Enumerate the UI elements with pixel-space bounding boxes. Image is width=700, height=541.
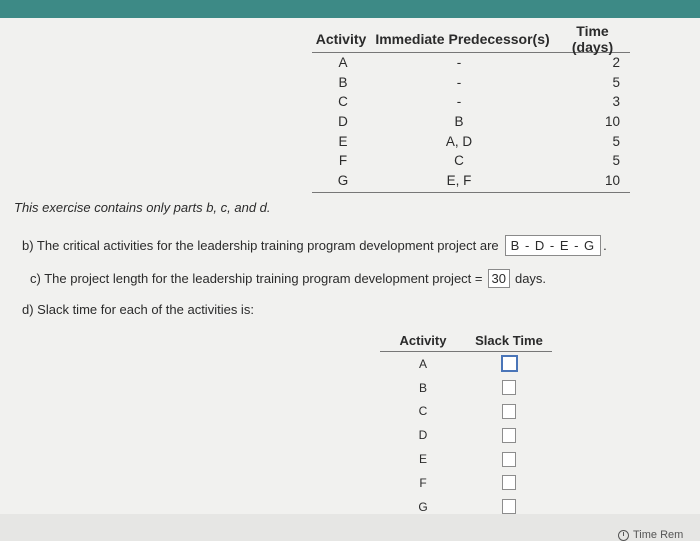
time-cell: 10 — [604, 172, 620, 188]
time-cell: 5 — [612, 133, 620, 149]
slack-input-f[interactable] — [502, 475, 516, 490]
table-row — [312, 73, 630, 93]
activity-cell: B — [338, 74, 348, 90]
intro-text: This exercise contains only parts b, c, and d. — [14, 200, 271, 215]
header-predecessors: Immediate Predecessor(s) — [375, 31, 550, 47]
slack-activity-label: E — [418, 452, 427, 467]
predecessor-cell: - — [456, 94, 462, 110]
activity-cell: F — [338, 153, 348, 169]
slack-row — [380, 423, 552, 447]
slack-input-e[interactable] — [502, 452, 516, 467]
table-row — [312, 53, 630, 73]
time-remaining[interactable] — [618, 529, 683, 541]
time-cell: 10 — [604, 114, 620, 130]
slack-row — [380, 376, 552, 400]
part-d-text: d) Slack time for each of the activities is: — [22, 302, 254, 317]
slack-activity-label: F — [419, 475, 427, 490]
part-b — [22, 235, 607, 256]
header-activity: Activity — [399, 332, 447, 348]
time-cell: 2 — [612, 55, 620, 71]
slack-input-a[interactable] — [501, 355, 518, 372]
part-b-trailing: . — [603, 238, 607, 253]
time-remaining-label: Time Rem — [633, 529, 684, 541]
part-c-text: c) The project length for the leadership training program development project = — [30, 271, 483, 286]
part-c-unit: days. — [514, 271, 547, 286]
slack-row — [380, 400, 552, 424]
activity-cell: G — [337, 172, 349, 188]
table-row — [312, 112, 630, 132]
header-slack-time: Slack Time — [475, 332, 543, 348]
slack-row — [380, 495, 552, 519]
slack-input-d[interactable] — [502, 428, 516, 443]
bottom-strip — [0, 514, 700, 541]
slack-input-g[interactable] — [502, 499, 516, 514]
table-row — [312, 171, 630, 191]
table-rule — [312, 192, 630, 193]
slack-activity-label: G — [418, 499, 428, 514]
top-bar — [0, 0, 700, 18]
critical-path-answer[interactable]: B - D - E - G — [505, 235, 602, 256]
activity-cell: A — [338, 55, 348, 71]
table-row — [312, 151, 630, 171]
slack-row — [380, 471, 552, 495]
slack-activity-label: D — [418, 428, 428, 443]
part-b-text: b) The critical activities for the leadership training program development project are — [22, 238, 499, 253]
header-activity: Activity — [315, 31, 367, 47]
slack-row — [380, 352, 552, 376]
predecessor-cell: B — [454, 114, 464, 130]
predecessor-cell: - — [456, 74, 462, 90]
predecessor-cell: - — [456, 55, 462, 71]
activity-cell: D — [338, 114, 348, 130]
slack-activity-label: A — [418, 356, 427, 371]
header-time: Time (days) — [571, 23, 614, 55]
time-cell: 5 — [612, 74, 620, 90]
slack-input-c[interactable] — [502, 404, 516, 419]
slack-row — [380, 447, 552, 471]
time-cell: 3 — [612, 94, 620, 110]
time-cell: 5 — [612, 153, 620, 169]
project-length-answer[interactable]: 30 — [488, 269, 510, 288]
slack-activity-label: B — [418, 380, 427, 395]
activity-cell: E — [338, 133, 348, 149]
slack-table-header — [380, 331, 552, 349]
slack-input-b[interactable] — [502, 380, 516, 395]
clock-icon — [618, 530, 629, 541]
part-c — [30, 269, 546, 288]
predecessor-cell: A, D — [445, 133, 473, 149]
activity-cell: C — [338, 94, 348, 110]
activities-table-header — [312, 23, 630, 55]
slack-table — [380, 331, 552, 519]
predecessor-cell: C — [454, 153, 464, 169]
predecessor-cell: E, F — [446, 172, 472, 188]
activities-table — [312, 23, 630, 193]
table-row — [312, 131, 630, 151]
table-row — [312, 92, 630, 112]
slack-activity-label: C — [418, 404, 428, 419]
